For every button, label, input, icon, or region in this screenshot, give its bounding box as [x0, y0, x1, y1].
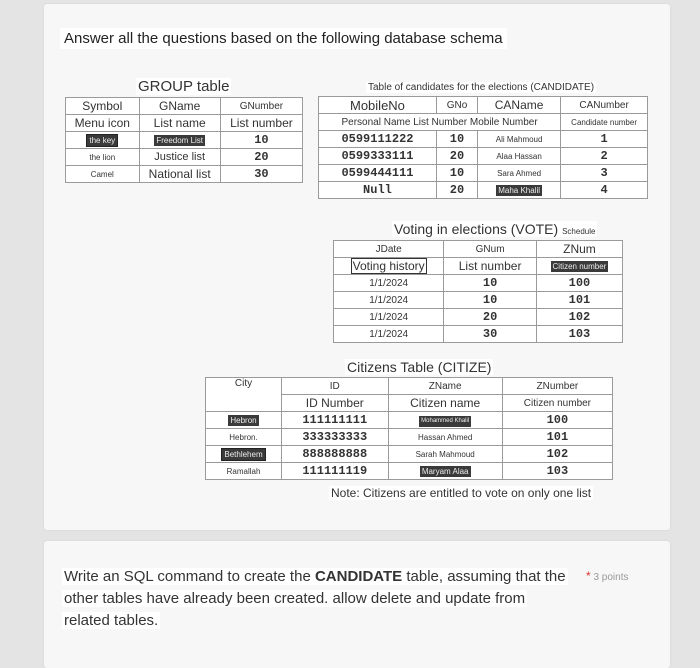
citizen-city: Hebron.	[206, 429, 282, 446]
table-row	[334, 275, 623, 292]
citizen-id: 111111111	[282, 412, 389, 429]
table-cell	[139, 132, 220, 149]
candidate-gno: 10	[436, 131, 477, 148]
candidate-label-name: Personal Name	[341, 116, 411, 128]
citizen-znumber: 103	[502, 463, 612, 480]
group-header-gnumber: GNumber	[220, 98, 302, 115]
table-row	[206, 429, 613, 446]
table-row	[334, 292, 623, 309]
points-label	[586, 569, 628, 583]
citizen-header-znumber: ZNumber	[502, 378, 612, 395]
vote-label-gnum: List number	[444, 258, 537, 275]
candidate-table-caption: Table of candidates for the elections (CANDIDATE)	[368, 82, 595, 93]
citizen-id: 111111119	[282, 463, 389, 480]
citizen-header-zname: ZName	[388, 378, 502, 395]
vote-znum: 101	[536, 292, 622, 309]
candidate-caname: Ali Mahmoud	[478, 131, 561, 148]
table-row	[319, 114, 648, 131]
table-cell	[206, 412, 282, 429]
table-cell	[388, 463, 502, 480]
group-header-gname: GName	[139, 98, 220, 115]
table-row	[319, 165, 648, 182]
candidate-header-caname: CAName	[478, 97, 561, 114]
table-row	[319, 131, 648, 148]
candidate-header-gno: GNo	[436, 97, 477, 114]
citizen-header-city: City	[206, 378, 282, 412]
candidate-label-mobile: Mobile Number	[469, 116, 538, 128]
candidate-gno: 20	[436, 182, 477, 199]
candidate-caname: Sara Ahmed	[478, 165, 561, 182]
vote-header-gnum: GNum	[444, 241, 537, 258]
citizen-znumber: 101	[502, 429, 612, 446]
citizen-id: 333333333	[282, 429, 389, 446]
candidate-mobile: Null	[319, 182, 437, 199]
group-gnumber: 20	[220, 149, 302, 166]
table-cell	[66, 132, 140, 149]
vote-gnum: 30	[444, 326, 537, 343]
citizen-table-caption: Citizens Table (CITIZE)	[347, 359, 492, 375]
candidate-caname: Alaa Hassan	[478, 148, 561, 165]
candidate-canumber: 1	[561, 131, 648, 148]
citizen-city-tag: Bethlehem	[221, 448, 265, 461]
vote-znum: 102	[536, 309, 622, 326]
candidate-header-mobileno: MobileNo	[319, 97, 437, 114]
table-cell	[206, 446, 282, 463]
vote-gnum: 20	[444, 309, 537, 326]
table-row	[66, 149, 303, 166]
candidate-mobile: 0599333111	[319, 148, 437, 165]
candidate-canumber: 3	[561, 165, 648, 182]
vote-caption-text: Voting in elections (VOTE)	[394, 221, 559, 237]
vote-date: 1/1/2024	[334, 326, 444, 343]
citizen-label-zname: Citizen name	[388, 395, 502, 412]
table-row	[334, 258, 623, 275]
question-text	[62, 566, 622, 632]
candidate-table	[318, 96, 648, 199]
group-gname: National list	[139, 166, 220, 183]
candidate-canumber: 2	[561, 148, 648, 165]
citizen-znumber: 100	[502, 412, 612, 429]
group-symbol: the lion	[66, 149, 140, 166]
candidate-gno: 20	[436, 148, 477, 165]
group-table-caption: GROUP table	[138, 78, 230, 95]
table-row	[66, 115, 303, 132]
citizen-zname-tag: Maryam Alaa	[421, 467, 469, 476]
group-gnumber: 30	[220, 166, 302, 183]
citizen-zname-tag: Mohammed Khalil	[419, 416, 471, 427]
vote-znum: 100	[536, 275, 622, 292]
citizen-table	[205, 377, 613, 480]
table-row	[66, 98, 303, 115]
citizen-header-id: ID	[282, 378, 389, 395]
table-cell	[388, 412, 502, 429]
question-part-1: Write an SQL command to create the	[64, 568, 315, 585]
vote-date: 1/1/2024	[334, 309, 444, 326]
table-row	[206, 378, 613, 395]
citizen-zname: Sarah Mahmoud	[388, 446, 502, 463]
candidate-caname-tag: Maha Khalil	[498, 186, 541, 195]
table-row	[334, 241, 623, 258]
candidate-mobile: 0599111222	[319, 131, 437, 148]
group-gname: Justice list	[139, 149, 220, 166]
citizen-zname: Hassan Ahmed	[388, 429, 502, 446]
group-gnumber: 10	[220, 132, 302, 149]
required-mark: *	[586, 569, 591, 583]
table-row	[206, 412, 613, 429]
vote-date: 1/1/2024	[334, 275, 444, 292]
table-cell	[478, 182, 561, 199]
candidate-header-canumber: CANumber	[561, 97, 648, 114]
question-part-2: table, assuming that the	[402, 568, 566, 585]
vote-znum: 103	[536, 326, 622, 343]
table-row	[319, 182, 648, 199]
vote-gnum: 10	[444, 292, 537, 309]
citizen-id: 888888888	[282, 446, 389, 463]
group-label-gnumber: List number	[220, 115, 302, 132]
citizen-label-id: ID Number	[282, 395, 389, 412]
table-row	[334, 309, 623, 326]
page-heading: Answer all the questions based on the following database schema	[60, 28, 507, 49]
question-line-3: related tables.	[64, 612, 159, 629]
group-gname-tag: Freedom List	[156, 136, 204, 145]
candidate-labels-cell	[319, 114, 561, 131]
vote-label-znum: Citizen number	[552, 262, 607, 271]
citizen-note: Note: Citizens are entitled to vote on only one list	[331, 486, 592, 500]
table-row	[66, 132, 303, 149]
table-row	[319, 97, 648, 114]
vote-table-caption	[392, 221, 597, 237]
candidate-gno: 10	[436, 165, 477, 182]
citizen-label-znumber: Citizen number	[502, 395, 612, 412]
group-label-gname: List name	[139, 115, 220, 132]
group-symbol: Camel	[66, 166, 140, 183]
vote-gnum: 10	[444, 275, 537, 292]
table-row	[206, 446, 613, 463]
question-line-2: other tables have already been created. allow delete and update from	[64, 590, 526, 607]
vote-header-znum: ZNum	[536, 241, 622, 258]
candidate-canumber: 4	[561, 182, 648, 199]
question-line-1	[62, 568, 568, 585]
citizen-city-tag: Hebron	[230, 416, 257, 425]
vote-table	[333, 240, 623, 343]
table-row	[334, 326, 623, 343]
candidate-mobile: 0599444111	[319, 165, 437, 182]
vote-header-jdate: JDate	[334, 241, 444, 258]
group-label-symbol: Menu icon	[66, 115, 140, 132]
vote-label-date: Voting history	[352, 259, 425, 273]
table-row	[66, 166, 303, 183]
citizen-znumber: 102	[502, 446, 612, 463]
citizen-city: Ramallah	[206, 463, 282, 480]
candidate-label-number: Candidate number	[561, 114, 648, 131]
table-row	[319, 148, 648, 165]
points-value: 3 points	[593, 572, 629, 583]
candidate-label-list: List Number	[413, 116, 468, 128]
table-cell	[334, 258, 444, 275]
question-keyword: CANDIDATE	[314, 568, 403, 585]
group-table	[65, 97, 303, 183]
table-cell	[536, 258, 622, 275]
table-row	[206, 463, 613, 480]
vote-caption-note: Schedule	[562, 227, 596, 236]
vote-date: 1/1/2024	[334, 292, 444, 309]
group-header-symbol: Symbol	[66, 98, 140, 115]
group-symbol-tag: the key	[86, 134, 118, 147]
